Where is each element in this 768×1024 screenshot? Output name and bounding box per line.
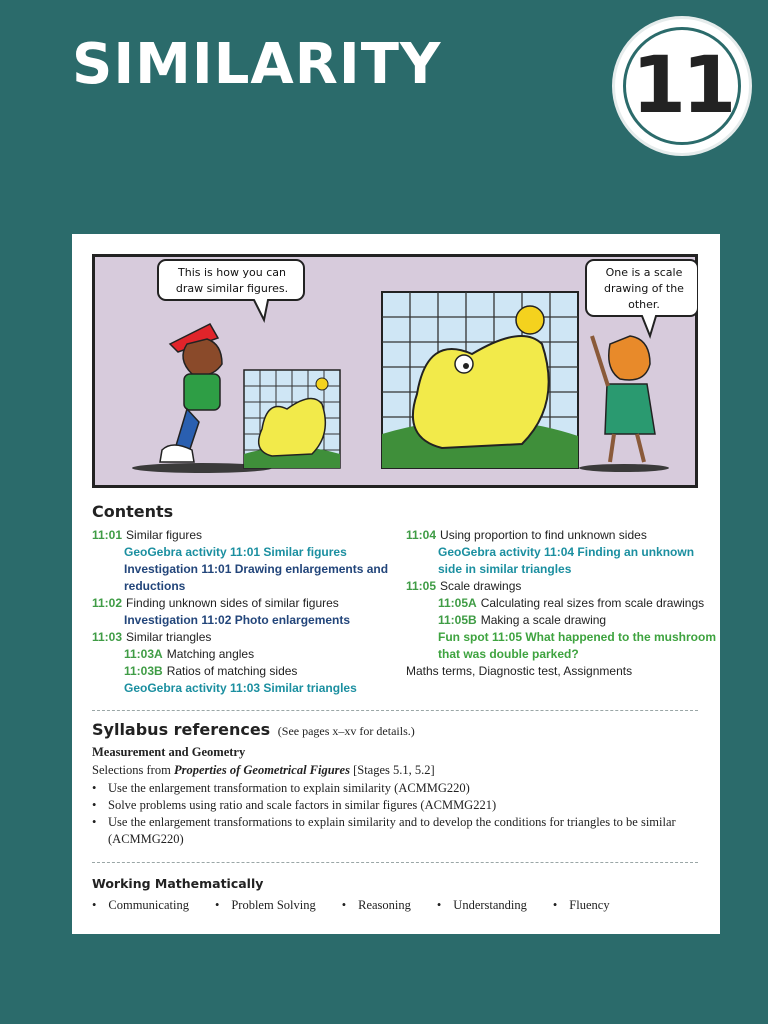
section-number: 11:04 <box>406 528 437 542</box>
bubble-right-line-2: drawing of the <box>604 282 684 295</box>
contents-entry-text: GeoGebra activity 11:03 Similar triangles <box>124 681 357 695</box>
chapter-number: 11 <box>631 41 733 131</box>
contents-entry[interactable] <box>92 561 392 578</box>
selection-prefix: Selections from <box>92 763 174 777</box>
section-number: 11:03B <box>124 664 163 678</box>
selection-suffix: [Stages 5.1, 5.2] <box>349 763 435 777</box>
contents-entry[interactable] <box>406 595 706 612</box>
contents-entry-text: Investigation 11:02 Photo enlargements <box>124 613 351 627</box>
syllabus-item: • Use the enlargement transformations to explain similarity and to develop the conditions for triangles to be similar (ACMMG220) <box>92 814 692 848</box>
large-grid-picture <box>382 292 578 468</box>
contents-entry-text: side in similar triangles <box>438 562 572 576</box>
bubble-left-line-2: draw similar figures. <box>175 282 289 295</box>
contents-entry-text: GeoGebra activity 11:04 Finding an unknown <box>438 545 695 559</box>
contents-entry[interactable] <box>406 544 706 561</box>
contents-entry[interactable] <box>92 544 392 561</box>
contents-entry[interactable] <box>92 527 392 544</box>
contents-entry-text: Scale drawings <box>440 579 522 593</box>
bubble-right-line-1: One is a scale <box>605 266 683 279</box>
working-math-heading: Working Mathematically <box>92 876 264 891</box>
contents-entry[interactable] <box>406 646 706 663</box>
contents-entry-text: Investigation 11:01 Drawing enlargements and <box>124 562 389 576</box>
contents-entry[interactable] <box>406 663 706 680</box>
contents-entry[interactable] <box>406 629 717 646</box>
working-math-list <box>92 898 636 913</box>
working-math-item: • Fluency <box>553 898 610 913</box>
section-number: 11:03 <box>92 630 123 644</box>
working-math-item: • Reasoning <box>342 898 411 913</box>
contents-entry-text: Finding unknown sides of similar figures <box>126 596 339 610</box>
bubble-right-line-3: other. <box>628 298 660 311</box>
divider <box>92 710 698 711</box>
contents-entry[interactable] <box>92 612 392 629</box>
contents-left-column <box>92 527 392 697</box>
contents-entry-text: reductions <box>124 579 186 593</box>
contents-entry-text: Similar triangles <box>126 630 212 644</box>
contents-entry[interactable] <box>92 629 392 646</box>
section-number: 11:01 <box>92 528 123 542</box>
contents-entry[interactable] <box>406 578 706 595</box>
contents-entry[interactable] <box>92 578 392 595</box>
contents-entry[interactable] <box>406 527 706 544</box>
contents-heading: Contents <box>92 502 174 521</box>
contents-entry-text: Matching angles <box>166 647 255 661</box>
section-number: 11:05 <box>406 579 437 593</box>
contents-entry[interactable] <box>92 680 392 697</box>
working-math-item: • Communicating <box>92 898 189 913</box>
contents-entry-text: GeoGebra activity 11:01 Similar figures <box>124 545 347 559</box>
syllabus-title: Syllabus references <box>92 720 271 739</box>
syllabus-list <box>92 780 692 848</box>
section-number: 11:02 <box>92 596 123 610</box>
syllabus-selection <box>92 763 435 778</box>
working-math-item: • Understanding <box>437 898 527 913</box>
contents-entry-text: Ratios of matching sides <box>166 664 298 678</box>
contents-entry-text: Fun spot 11:05 What happened to the mushroom <box>438 630 717 644</box>
selection-title: Properties of Geometrical Figures <box>173 763 350 777</box>
syllabus-heading <box>92 720 415 739</box>
contents-right-column <box>406 527 717 680</box>
contents-entry[interactable] <box>92 663 392 680</box>
bubble-left-line-1: This is how you can <box>178 266 286 279</box>
divider <box>92 862 698 863</box>
contents-entry-text: Similar figures <box>126 528 203 542</box>
contents-entry[interactable] <box>92 595 392 612</box>
cartoon-illustration <box>92 254 698 488</box>
contents-entry[interactable] <box>92 646 392 663</box>
chapter-number-badge <box>612 16 752 156</box>
syllabus-item: • Solve problems using ratio and scale factors in similar figures (ACMMG221) <box>92 797 692 814</box>
chapter-title: SIMILARITY <box>72 32 442 97</box>
contents-entry[interactable] <box>406 612 706 629</box>
contents-entry-text: Using proportion to find unknown sides <box>440 528 647 542</box>
working-math-item: • Problem Solving <box>215 898 316 913</box>
contents-entry-text: Maths terms, Diagnostic test, Assignments <box>406 664 633 678</box>
contents-entry-text: Making a scale drawing <box>480 613 607 627</box>
section-number: 11:03A <box>124 647 163 661</box>
syllabus-item: • Use the enlargement transformation to explain similarity (ACMMG220) <box>92 780 692 797</box>
small-grid-picture <box>244 370 340 468</box>
syllabus-subtitle: Measurement and Geometry <box>92 745 246 759</box>
contents-entry[interactable] <box>406 561 706 578</box>
syllabus-note: (See pages x–xv for details.) <box>277 724 415 738</box>
section-number: 11:05B <box>438 613 477 627</box>
section-number: 11:05A <box>438 596 477 610</box>
content-card <box>72 234 720 934</box>
contents-entry-text: that was double parked? <box>438 647 579 661</box>
contents-entry-text: Calculating real sizes from scale drawings <box>480 596 705 610</box>
